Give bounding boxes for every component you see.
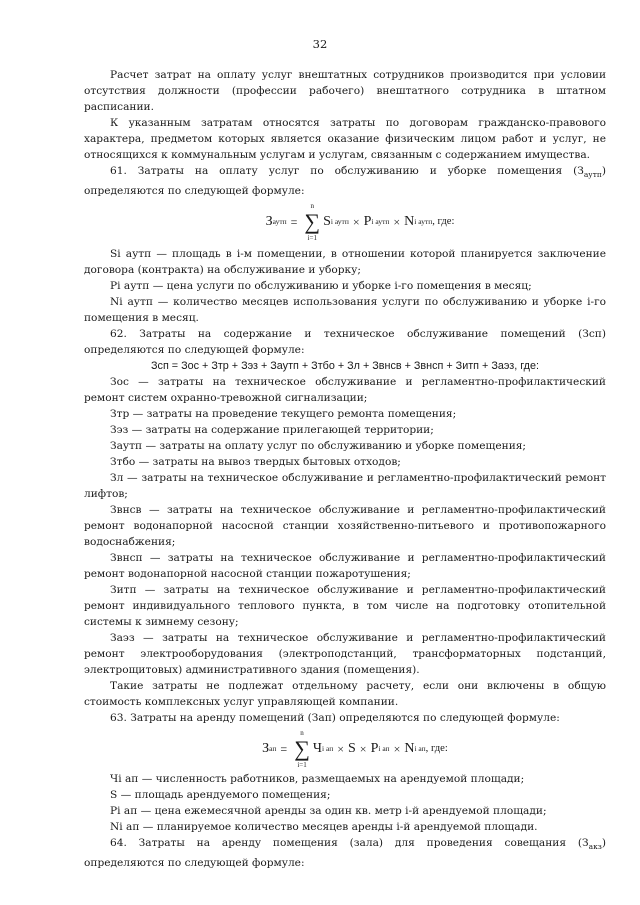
paragraph: Расчет затрат на оплату услуг внештатных сотрудников производится при условии отсутствия должности (профессии рабочего) внештатного сотрудника в штатном расписании. [84, 69, 606, 113]
formula-times: × [352, 215, 360, 230]
formula-term-sub: i аутп [371, 217, 390, 227]
formula-term: N [404, 741, 415, 757]
clause-61-text: 61. Затраты на оплату услуг по обслуживанию и уборке помещения (З [110, 165, 584, 177]
formula-term: P [370, 741, 379, 757]
formula-term: P [363, 214, 372, 230]
formula-lhs-sub: аутп [272, 217, 287, 227]
definition: Зитп — затраты на техническое обслуживание и регламентно-профилактический ремонт индивидуального теплового пункта, в том числе на подготовку отопительной системы к зимнему сезону; [84, 584, 606, 629]
clause-64-text: 64. Затраты на аренду помещения (зала) для проведения совещания (З [110, 837, 589, 850]
formula-times: × [393, 742, 401, 757]
definition: Заэз — затраты на техническое обслуживание и регламентно-профилактический ремонт электрооборудования (электроподстанций, трансформаторных подстанций, электрощитовых) административного здания (помещения). [84, 632, 606, 677]
definition: Зтр — затраты на проведение текущего ремонта помещения; [110, 408, 457, 421]
page-number: 32 [312, 37, 328, 51]
formula-lhs: З [265, 214, 273, 230]
formula-term-sub: i ап [414, 744, 426, 754]
clause-64-sub: акз [588, 842, 602, 852]
formula-equals: = [290, 215, 298, 230]
formula-times: × [359, 742, 367, 757]
definition: Pi ап — цена ежемесячной аренды за один кв. метр i-й арендуемой площади; [110, 805, 547, 818]
formula-term: S [347, 741, 356, 757]
formula-term-sub: i ап [322, 744, 334, 754]
formula-tail: , где: [425, 743, 448, 755]
formula-rent-costs [84, 729, 606, 769]
definition: Чi ап — численность работников, размещаемых на арендуемой площади; [110, 773, 525, 786]
formula-maintenance-costs: Зсп = Зос + Зтр + Зэз + Заутп + Зтбо + Зл + Звнсв + Звнсп + Зитп + Заэз, где: [151, 360, 539, 373]
clause-63: 63. Затраты на аренду помещений (Зап) определяются по следующей формуле: [110, 712, 560, 725]
sigma-icon: ∑ [294, 736, 310, 762]
definition: Si аутп — площадь в i-м помещении, в отношении которой планируется заключение договора (контракта) на обслуживание и уборку; [84, 248, 606, 277]
sum-lower-limit: i=1 [297, 761, 307, 770]
formula-times: × [393, 215, 401, 230]
clause-61-end: ) определяются по следующей формуле: [84, 165, 606, 198]
formula-times: × [337, 742, 344, 757]
definition: Ni ап — планируемое количество месяцев аренды i-й арендуемой площади. [110, 821, 538, 834]
formula-tail: , где: [432, 216, 455, 228]
paragraph: К указанным затратам относятся затраты по договорам гражданско-правового характера, предметом которых является оказание физическим лицом работ и услуг, не относящихся к коммунальным услугам и услугам, связанным с содержанием имущества. [84, 117, 606, 161]
definition: S — площадь арендуемого помещения; [110, 789, 331, 802]
paragraph: Такие затраты не подлежат отдельному расчету, если они включены в общую стоимость комплексных услуг управляющей компании. [84, 680, 606, 709]
formula-term-sub: i ап [378, 744, 390, 754]
definition: Заутп — затраты на оплату услуг по обслуживанию и уборке помещения; [110, 440, 527, 453]
sum-upper-limit: n [300, 729, 304, 738]
sum-lower-limit: i=1 [307, 234, 317, 243]
formula-term: N [404, 214, 415, 230]
definition: Звнсп — затраты на техническое обслуживание и регламентно-профилактический ремонт водонапорной насосной станции пожаротушения; [84, 552, 606, 581]
definition: Зэз — затраты на содержание прилегающей территории; [110, 424, 434, 437]
formula-term: Ч [312, 741, 322, 757]
sigma-icon: ∑ [304, 209, 321, 235]
sum-symbol [304, 201, 320, 243]
clause-64 [84, 835, 606, 871]
formula-lhs-sub: ап [269, 744, 277, 754]
definition: Ni аутп — количество месяцев использования услуги по обслуживанию и уборке i-го помещения в месяц. [84, 296, 606, 325]
clause-64-end: ) определяются по следующей формуле: [84, 837, 606, 870]
formula-cleaning-costs [84, 202, 606, 242]
formula-term-sub: i аутп [330, 217, 349, 227]
definition: Зл — затраты на техническое обслуживание и регламентно-профилактический ремонт лифтов; [84, 472, 606, 501]
clause-61-sub: аутп [583, 170, 602, 180]
formula-lhs: З [262, 741, 270, 757]
formula-term: S [323, 214, 331, 230]
formula-equals: = [280, 742, 288, 757]
sum-upper-limit: n [310, 202, 314, 211]
clause-62: 62. Затраты на содержание и техническое обслуживание помещений (Зсп) определяются по следующей формуле: [84, 328, 606, 357]
document-body [84, 67, 606, 871]
sum-symbol [294, 728, 310, 770]
clause-61 [84, 163, 606, 199]
definition: Pi аутп — цена услуги по обслуживанию и уборке i-го помещения в месяц; [110, 280, 532, 293]
definition: Зтбо — затраты на вывоз твердых бытовых отходов; [110, 456, 401, 469]
formula-term-sub: i аутп [414, 217, 433, 227]
definition: Звнсв — затраты на техническое обслуживание и регламентно-профилактический ремонт водонапорной насосной станции хозяйственно-питьевого и противопожарного водоснабжения; [84, 504, 606, 549]
definition: Зос — затраты на техническое обслуживание и регламентно-профилактический ремонт систем охранно-тревожной сигнализации; [84, 376, 606, 405]
